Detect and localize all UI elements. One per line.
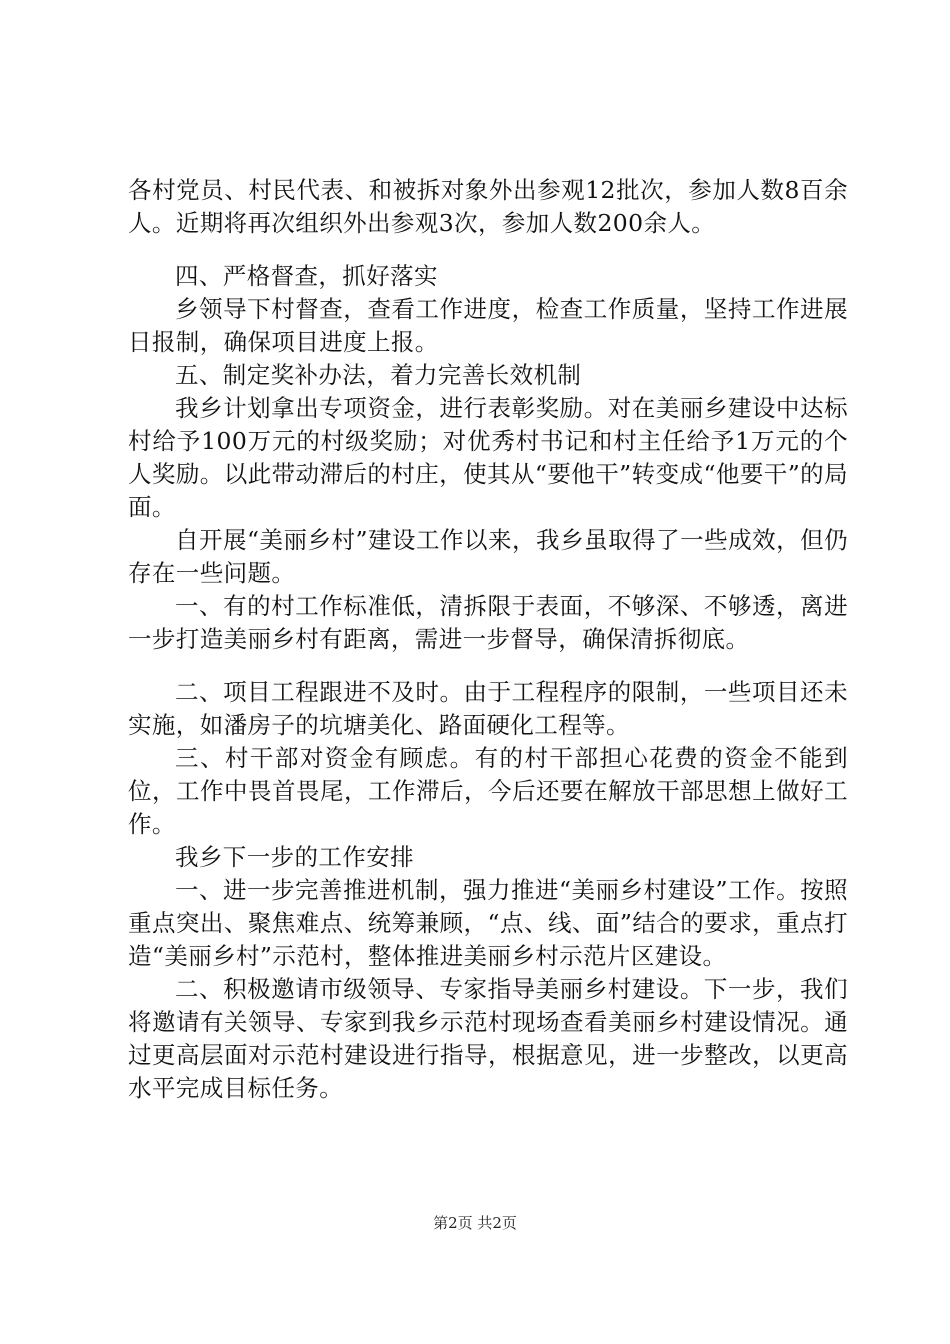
paragraph: 乡领导下村督查，查看工作进度，检查工作质量，坚持工作进展日报制，确保项目进度上报。 <box>128 295 848 356</box>
section-heading-4: 四、严格督查，抓好落实 <box>175 262 438 290</box>
problem-item-1: 一、有的村工作标准低，清拆限于表面，不够深、不够透，离进一步打造美丽乡村有距离，需进一步督导，确保清拆彻底。 <box>128 592 848 653</box>
page-number: 第2页 共2页 <box>433 1214 517 1232</box>
problem-item-2: 二、项目工程跟进不及时。由于工程程序的限制，一些项目还未实施，如潘房子的坑塘美化、路面硬化工程等。 <box>128 678 848 739</box>
next-steps-heading: 我乡下一步的工作安排 <box>175 843 414 871</box>
paragraph: 自开展“美丽乡村”建设工作以来，我乡虽取得了一些成效，但仍存在一些问题。 <box>128 526 848 587</box>
plan-item-2: 二、积极邀请市级领导、专家指导美丽乡村建设。下一步，我们将邀请有关领导、专家到我乡示范村现场查看美丽乡村建设情况。通过更高层面对示范村建设进行指导，根据意见，进一步整改，以更高水平完成目标任务。 <box>128 975 848 1102</box>
paragraph: 我乡计划拿出专项资金，进行表彰奖励。对在美丽乡建设中达标村给予100万元的村级奖励；对优秀村书记和村主任给予1万元的个人奖励。以此带动滞后的村庄，使其从“要他干”转变成“他要干”的局面。 <box>128 394 848 521</box>
problem-item-3: 三、村干部对资金有顾虑。有的村干部担心花费的资金不能到位，工作中畏首畏尾，工作滞后，今后还要在解放干部思想上做好工作。 <box>128 744 848 838</box>
paragraph-continued: 各村党员、村民代表、和被拆对象外出参观12批次，参加人数8百余人。近期将再次组织外出参观3次，参加人数200余人。 <box>128 176 848 237</box>
section-heading-5: 五、制定奖补办法，着力完善长效机制 <box>175 361 582 389</box>
plan-item-1: 一、进一步完善推进机制，强力推进“美丽乡村建设”工作。按照重点突出、聚焦难点、统筹兼顾，“点、线、面”结合的要求，重点打造“美丽乡村”示范村，整体推进美丽乡村示范片区建设。 <box>128 876 848 970</box>
document-body <box>128 174 848 1105</box>
